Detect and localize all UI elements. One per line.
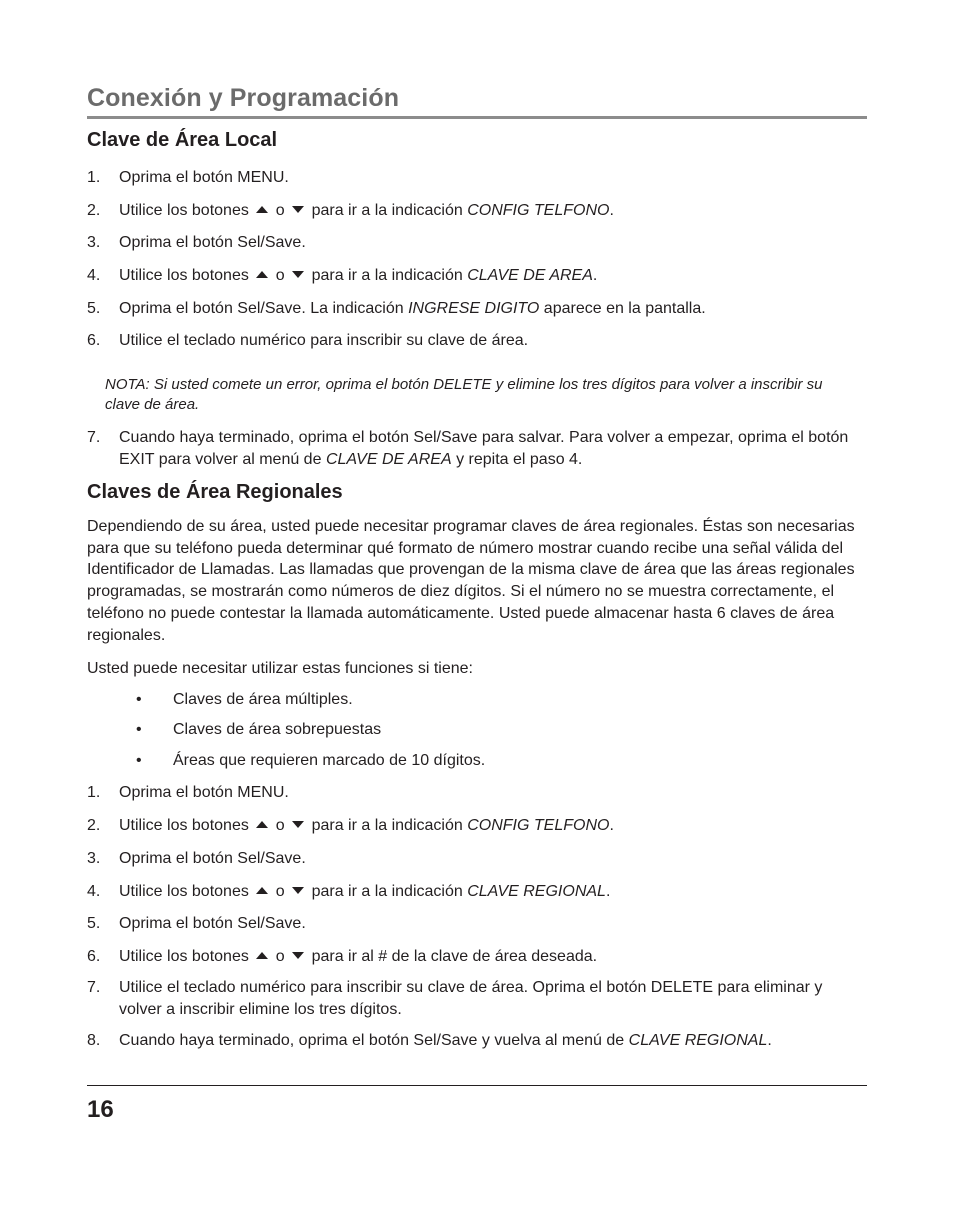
step-text: Oprima el botón Sel/Save. (119, 850, 306, 867)
step-text: Utilice los botones o para ir a la indicación CONFIG TELFONO. (119, 817, 614, 834)
footer-divider (87, 1085, 867, 1086)
bullet-icon: • (136, 752, 142, 769)
step-text: Utilice el teclado numérico para inscribir su clave de área. Oprima el botón DELETE para eliminar y volver a inscribir elimine los tres dígitos. (119, 979, 823, 1018)
step-number: 5. (87, 300, 101, 317)
step-number: 6. (87, 332, 101, 349)
step-text: Utilice los botones o para ir a la indicación CLAVE DE AREA. (119, 267, 598, 284)
step-text: Oprima el botón Sel/Save. (119, 915, 306, 932)
down-arrow-icon (292, 887, 304, 894)
step-text: Utilice los botones o para ir al # de la clave de área deseada. (119, 948, 598, 965)
step-number: 7. (87, 979, 101, 996)
step-text: Oprima el botón MENU. (119, 784, 289, 801)
title-divider (87, 116, 867, 119)
up-arrow-icon (256, 952, 268, 959)
section-heading-local: Clave de Área Local (87, 129, 278, 151)
up-arrow-icon (256, 887, 268, 894)
note: NOTA: Si usted comete un error, oprima el botón DELETE y elimine los tres dígitos para volver a inscribir su clave de área. (105, 376, 823, 413)
step-number: 8. (87, 1032, 101, 1049)
step-number: 2. (87, 202, 101, 219)
step-text: Utilice los botones o para ir a la indicación CONFIG TELFONO. (119, 202, 614, 219)
down-arrow-icon (292, 271, 304, 278)
step-text: Oprima el botón Sel/Save. La indicación INGRESE DIGITO aparece en la pantalla. (119, 300, 706, 317)
step-number: 1. (87, 784, 101, 801)
step-number: 5. (87, 915, 101, 932)
step-number: 1. (87, 169, 101, 186)
regional-intro: Usted puede necesitar utilizar estas funciones si tiene: (87, 660, 473, 677)
up-arrow-icon (256, 271, 268, 278)
step-text: Utilice el teclado numérico para inscribir su clave de área. (119, 332, 529, 349)
step-number: 3. (87, 234, 101, 251)
regional-paragraph: Dependiendo de su área, usted puede necesitar programar claves de área regionales. Éstas son necesarias para que su teléfono pueda determinar qué formato de número mostrar cuando recibe una señal válida del Identificador de Llamadas. Las llamadas que provengan de la misma clave de área que las áreas regionales programadas, se mostrarán como números de diez dígitos. Si el número no se muestra correctamente, el teléfono no puede contestar la llamada automáticamente. Usted puede almacenar hasta 6 claves de área regionales. (87, 518, 855, 644)
section-heading-regional: Claves de Área Regionales (87, 481, 343, 503)
step-text: Oprima el botón Sel/Save. (119, 234, 306, 251)
step-number: 7. (87, 429, 101, 446)
step-number: 4. (87, 883, 101, 900)
step-text: Cuando haya terminado, oprima el botón Sel/Save para salvar. Para volver a empezar, oprima el botón EXIT para volver al menú de CLAVE DE AREA y repita el paso 4. (119, 429, 849, 468)
down-arrow-icon (292, 821, 304, 828)
page-title: Conexión y Programación (87, 84, 400, 112)
step-text: Utilice los botones o para ir a la indicación CLAVE REGIONAL. (119, 883, 611, 900)
step-text: Cuando haya terminado, oprima el botón Sel/Save y vuelva al menú de CLAVE REGIONAL. (119, 1032, 772, 1049)
step-text: Oprima el botón MENU. (119, 169, 289, 186)
bullet-icon: • (136, 691, 142, 708)
step-number: 6. (87, 948, 101, 965)
step-number: 3. (87, 850, 101, 867)
bullet-icon: • (136, 721, 142, 738)
step-number: 4. (87, 267, 101, 284)
page-number: 16 (87, 1096, 114, 1123)
down-arrow-icon (292, 952, 304, 959)
up-arrow-icon (256, 206, 268, 213)
up-arrow-icon (256, 821, 268, 828)
step-number: 2. (87, 817, 101, 834)
down-arrow-icon (292, 206, 304, 213)
